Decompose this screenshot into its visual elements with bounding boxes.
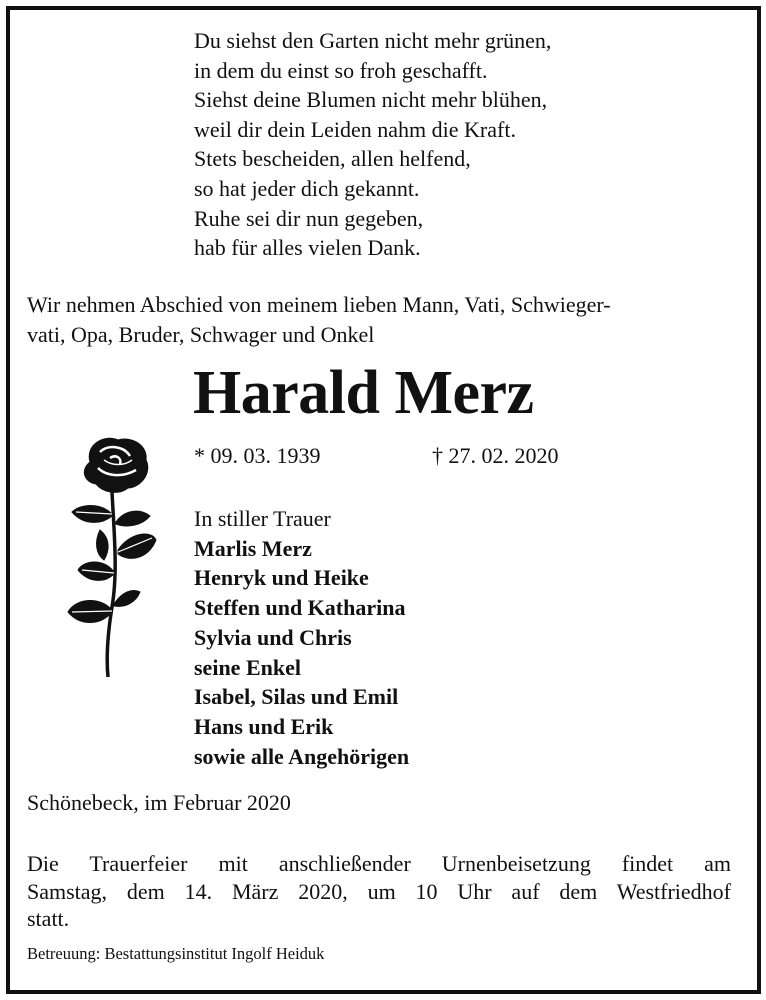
poem-line: Stets bescheiden, allen helfend, <box>194 146 471 172</box>
service-line: statt. <box>27 906 70 931</box>
mourning-heading: In stiller Trauer <box>194 506 331 531</box>
mourners-list <box>194 504 409 771</box>
farewell-text <box>27 290 727 349</box>
birth-date: * 09. 03. 1939 <box>194 443 321 468</box>
mourner: Hans und Erik <box>194 713 334 739</box>
poem-line: hab für alles vielen Dank. <box>194 235 421 261</box>
service-line: Die Trauerfeier mit anschließender Urnenbeisetzung findet am <box>27 851 731 876</box>
farewell-line: Wir nehmen Abschied von meinem lieben Mann, Vati, Schwieger- <box>27 292 611 317</box>
deceased-name: Harald Merz <box>193 359 534 427</box>
funeral-home: Betreuung: Bestattungsinstitut Ingolf Heiduk <box>27 944 325 963</box>
poem <box>194 26 551 263</box>
death-date: † 27. 02. 2020 <box>432 443 559 468</box>
service-line: Samstag, dem 14. März 2020, um 10 Uhr auf dem Westfriedhof <box>27 878 731 904</box>
poem-line: Ruhe sei dir nun gegeben, <box>194 205 424 231</box>
place-date: Schönebeck, im Februar 2020 <box>27 790 291 815</box>
mourner: Henryk und Heike <box>194 565 369 591</box>
poem-line: weil dir dein Leiden nahm die Kraft. <box>194 116 516 142</box>
poem-line: so hat jeder dich gekannt. <box>194 175 420 201</box>
mourner: Marlis Merz <box>194 535 312 561</box>
farewell-line: vati, Opa, Bruder, Schwager und Onkel <box>27 321 375 347</box>
mourner: Steffen und Katharina <box>194 595 406 621</box>
mourner: seine Enkel <box>194 654 301 680</box>
mourner: Sylvia und Chris <box>194 624 352 650</box>
mourner: Isabel, Silas und Emil <box>194 684 399 710</box>
poem-line: Siehst deine Blumen nicht mehr blühen, <box>194 87 548 113</box>
mourner: sowie alle Angehörigen <box>194 743 410 769</box>
rose-icon <box>60 432 160 682</box>
poem-line: Du siehst den Garten nicht mehr grünen, <box>194 28 552 53</box>
service-notice <box>27 850 731 933</box>
poem-line: in dem du einst so froh geschafft. <box>194 57 488 83</box>
